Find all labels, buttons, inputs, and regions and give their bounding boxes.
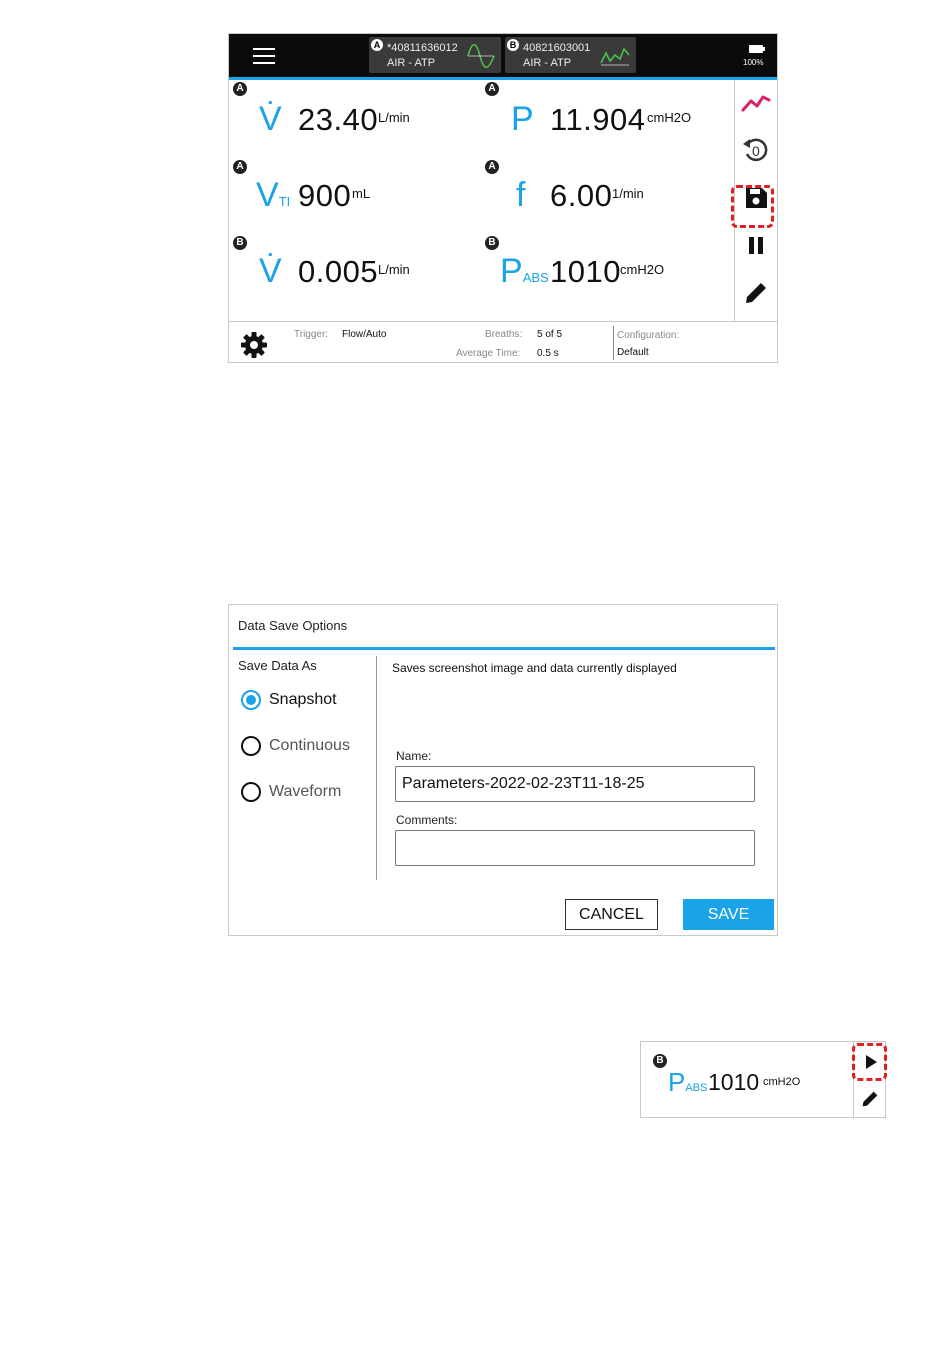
average-time-value: 0.5 s xyxy=(537,348,559,359)
parameter-symbol: PABS xyxy=(500,252,549,290)
dialog-title: Data Save Options xyxy=(238,618,348,633)
breaths-value: 5 of 5 xyxy=(537,329,563,340)
channel-badge: B xyxy=(485,236,499,250)
average-time-label: Average Time: xyxy=(456,348,521,359)
comments-label: Comments: xyxy=(396,813,458,827)
parameter-symbol: VTI xyxy=(256,176,291,214)
sensor-badge: A xyxy=(371,39,383,51)
hamburger-icon[interactable] xyxy=(253,48,275,64)
device-screen xyxy=(228,33,778,363)
reading-flow-a[interactable] xyxy=(229,80,481,156)
channel-badge: A xyxy=(233,160,247,174)
settings-gear-icon[interactable] xyxy=(239,330,269,360)
parameter-value: 1010 xyxy=(550,254,621,289)
channel-badge: A xyxy=(485,160,499,174)
parameter-unit: L/min xyxy=(378,110,410,125)
breaths-label: Breaths: xyxy=(485,329,523,340)
parameter-unit: L/min xyxy=(378,262,410,277)
status-divider xyxy=(613,326,614,360)
parameter-unit: cmH2O xyxy=(620,262,665,277)
trigger-value: Flow/Auto xyxy=(342,329,387,340)
parameter-symbol: PABS xyxy=(668,1067,708,1097)
zero-icon[interactable] xyxy=(741,135,771,165)
name-input[interactable] xyxy=(395,766,755,802)
paused-reading-panel xyxy=(640,1041,886,1118)
options-divider xyxy=(376,656,377,880)
parameter-unit: 1/min xyxy=(612,186,644,201)
radio-unselected-icon[interactable] xyxy=(241,736,261,756)
reading-pressure-a[interactable] xyxy=(481,80,733,156)
parameter-symbol: V̇ xyxy=(259,100,282,138)
svg-text:0: 0 xyxy=(752,143,760,159)
channel-badge: B xyxy=(233,236,247,250)
sensor-badge: B xyxy=(507,39,519,51)
battery-percent: 100% xyxy=(743,58,764,67)
reading-frequency-a[interactable] xyxy=(481,158,733,234)
save-data-as-label: Save Data As xyxy=(238,658,317,673)
pause-icon[interactable] xyxy=(741,230,771,260)
save-button[interactable]: SAVE xyxy=(683,899,774,930)
highlight-box xyxy=(852,1043,887,1081)
edit-icon[interactable] xyxy=(741,278,771,308)
trend-icon[interactable] xyxy=(741,88,771,118)
highlight-box xyxy=(731,185,774,228)
top-bar xyxy=(229,34,777,77)
comments-input[interactable] xyxy=(395,830,755,866)
parameter-value: 6.00 xyxy=(550,178,613,213)
action-sidebar xyxy=(734,80,778,321)
sensor-gas: AIR - ATP xyxy=(387,57,436,69)
channel-badge: B xyxy=(653,1054,667,1068)
configuration-value[interactable]: Default xyxy=(617,347,649,358)
name-label: Name: xyxy=(396,749,432,763)
flow-waveform-icon xyxy=(467,43,495,69)
sensor-id: *40811636012 xyxy=(387,42,458,54)
radio-label: Continuous xyxy=(269,737,350,754)
sensor-gas: AIR - ATP xyxy=(523,57,572,69)
parameter-unit: mL xyxy=(352,186,371,201)
radio-selected-icon[interactable] xyxy=(241,690,261,710)
cancel-button[interactable]: CANCEL xyxy=(565,899,658,930)
channel-badge: A xyxy=(485,82,499,96)
parameter-value: 11.904 xyxy=(550,102,646,137)
trigger-label: Trigger: xyxy=(294,329,329,340)
parameter-value: 900 xyxy=(298,178,352,213)
edit-icon[interactable] xyxy=(859,1088,881,1110)
parameter-value: 23.40 xyxy=(298,102,379,137)
parameter-unit: cmH2O xyxy=(763,1076,801,1088)
data-save-dialog xyxy=(228,604,778,936)
sensor-b-chip[interactable] xyxy=(505,37,636,73)
parameter-unit: cmH2O xyxy=(647,110,692,125)
radio-label: Waveform xyxy=(269,783,342,800)
configuration-label: Configuration: xyxy=(617,330,680,341)
readings-grid xyxy=(229,80,734,321)
parameter-symbol: f xyxy=(516,176,526,214)
pressure-waveform-icon xyxy=(600,43,630,69)
reading-pressure-abs-b[interactable] xyxy=(481,234,733,310)
dialog-accent-line xyxy=(233,647,775,650)
channel-badge: A xyxy=(233,82,247,96)
parameter-symbol: V̇ xyxy=(259,252,282,290)
sensor-a-chip[interactable] xyxy=(369,37,501,73)
reading-volume-a[interactable] xyxy=(229,158,481,234)
parameter-value: 0.005 xyxy=(298,254,379,289)
sensor-id: 40821603001 xyxy=(523,42,591,54)
reading-flow-b[interactable] xyxy=(229,234,481,310)
parameter-value: 1010 xyxy=(708,1069,760,1095)
radio-label: Snapshot xyxy=(269,691,337,708)
battery-icon xyxy=(749,45,763,53)
parameter-symbol: P xyxy=(511,100,534,138)
radio-unselected-icon[interactable] xyxy=(241,782,261,802)
option-description: Saves screenshot image and data currently displayed xyxy=(392,661,677,675)
status-bar xyxy=(229,321,777,363)
